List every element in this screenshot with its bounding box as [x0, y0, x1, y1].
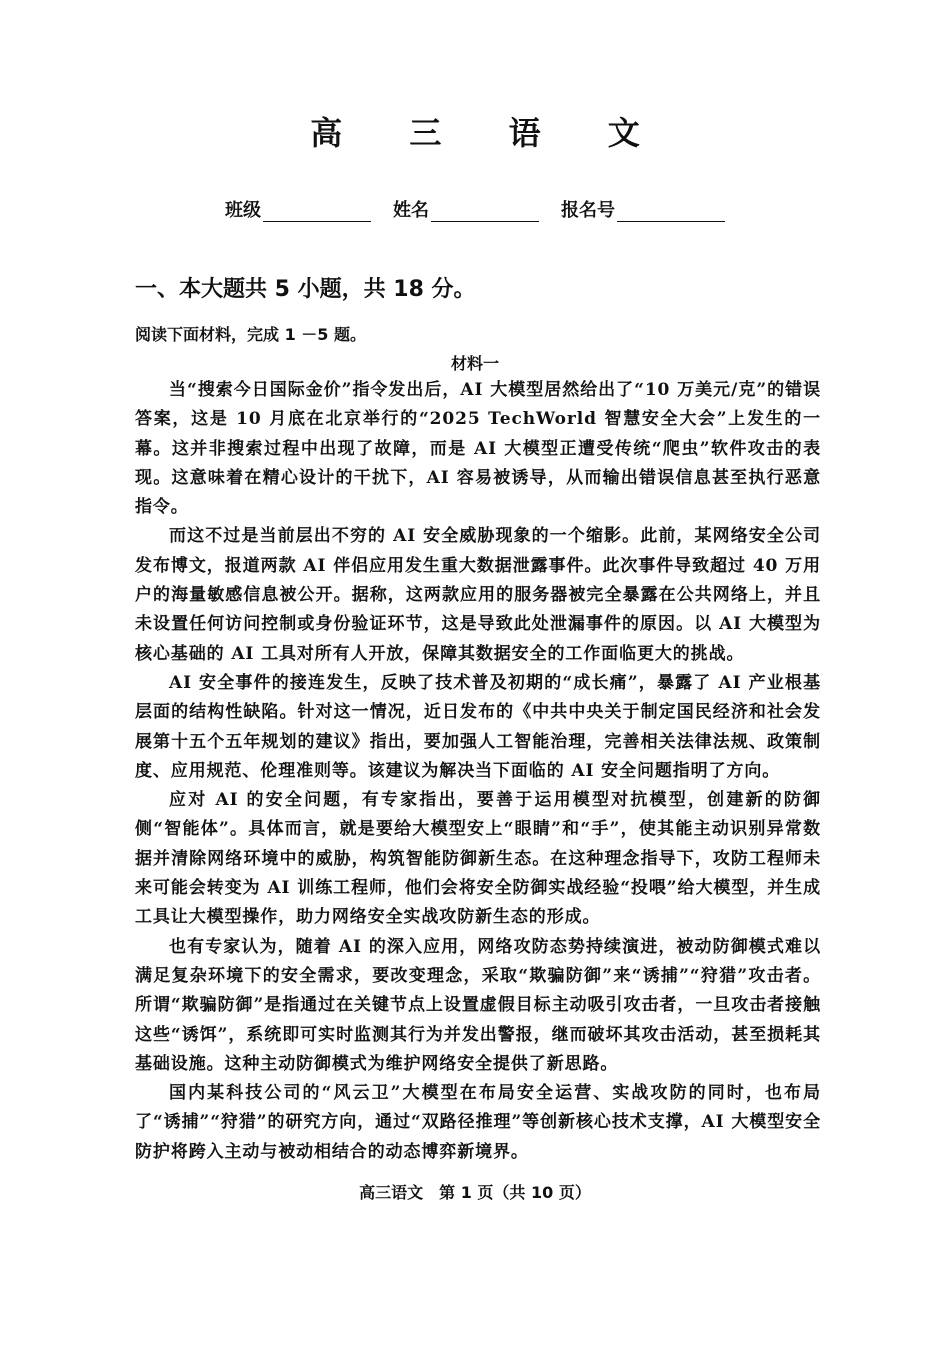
class-blank — [263, 201, 371, 222]
registration-label: 报名号 — [561, 200, 615, 221]
paragraph: AI 安全事件的接连发生，反映了技术普及初期的“成长痛”，暴露了 AI 产业根基层面的结构性缺陷。针对这一情况，近日发布的《中共中央关于制定国民经济和社会发展第十五个五年规划的建议》指出，要加强人工智能治理，完善相关法律法规、政策制度、应用规范、伦理准则等。该建议为解决当下面临的 AI 安全问题指明了方向。 — [135, 672, 821, 781]
material-body — [135, 376, 821, 1167]
exam-title: 高 三 语 文 — [310, 114, 668, 152]
paragraph: 国内某科技公司的“风云卫”大模型在布局安全运营、实战攻防的同时，也布局了“诱捕”“狩猎”的研究方向，通过“双路径推理”等创新核心技术支撑，AI 大模型安全防护将跨入主动与被动相结合的动态博弈新境界。 — [135, 1083, 821, 1162]
paragraph: 也有专家认为，随着 AI 的深入应用，网络攻防态势持续演进，被动防御模式难以满足复杂环境下的安全需求，要改变理念，采取“欺骗防御”来“诱捕”“狩猎”攻击者。所谓“欺骗防御”是指通过在关键节点上设置虚假目标主动吸引攻击者，一旦攻击者接触这些“诱饵”，系统即可实时监测其行为并发出警报，继而破坏其攻击活动，甚至损耗其基础设施。这种主动防御模式为维护网络安全提供了新思路。 — [135, 936, 821, 1074]
paragraph: 当“搜索今日国际金价”指令发出后，AI 大模型居然给出了“10 万美元/克”的错误答案，这是 10 月底在北京举行的“2025 TechWorld 智慧安全大会”上发生的一幕。这并非搜索过程中出现了故障，而是 AI 大模型正遭受传统“爬虫”软件攻击的表现。这意味着在精心设计的干扰下，AI 容易被诱导，从而输出错误信息甚至执行恶意指令。 — [135, 380, 821, 518]
section-heading: 一、本大题共 5 小题，共 18 分。 — [135, 277, 476, 302]
class-label: 班级 — [225, 200, 261, 221]
registration-field — [561, 196, 725, 222]
class-field — [225, 196, 371, 222]
material-title: 材料一 — [450, 354, 499, 373]
name-label: 姓名 — [393, 200, 429, 221]
student-info-row — [0, 196, 950, 222]
paragraph: 而这不过是当前层出不穷的 AI 安全威胁现象的一个缩影。此前，某网络安全公司发布博文，报道两款 AI 伴侣应用发生重大数据泄露事件。此次事件导致超过 40 万用户的海量敏感信息被公开。据称，这两款应用的服务器被完全暴露在公共网络上，并且未设置任何访问控制或身份验证环节，这是导致此处泄漏事件的原因。以 AI 大模型为核心基础的 AI 工具对所有人开放，保障其数据安全的工作面临更大的挑战。 — [135, 526, 821, 664]
reading-instruction: 阅读下面材料，完成 1 －5 题。 — [135, 325, 366, 344]
paragraph: 应对 AI 的安全问题，有专家指出，要善于运用模型对抗模型，创建新的防御侧“智能体”。具体而言，就是要给大模型安上“眼睛”和“手”，使其能主动识别异常数据并清除网络环境中的威胁，构筑智能防御新生态。在这种理念指导下，攻防工程师未来可能会转变为 AI 训练工程师，他们会将安全防御实战经验“投喂”给大模型，并生成工具让大模型操作，助力网络安全实战攻防新生态的形成。 — [135, 790, 821, 928]
registration-blank — [617, 201, 725, 222]
name-blank — [431, 201, 539, 222]
page-footer: 高三语文 第 1 页（共 10 页） — [359, 1183, 591, 1202]
name-field — [393, 196, 539, 222]
